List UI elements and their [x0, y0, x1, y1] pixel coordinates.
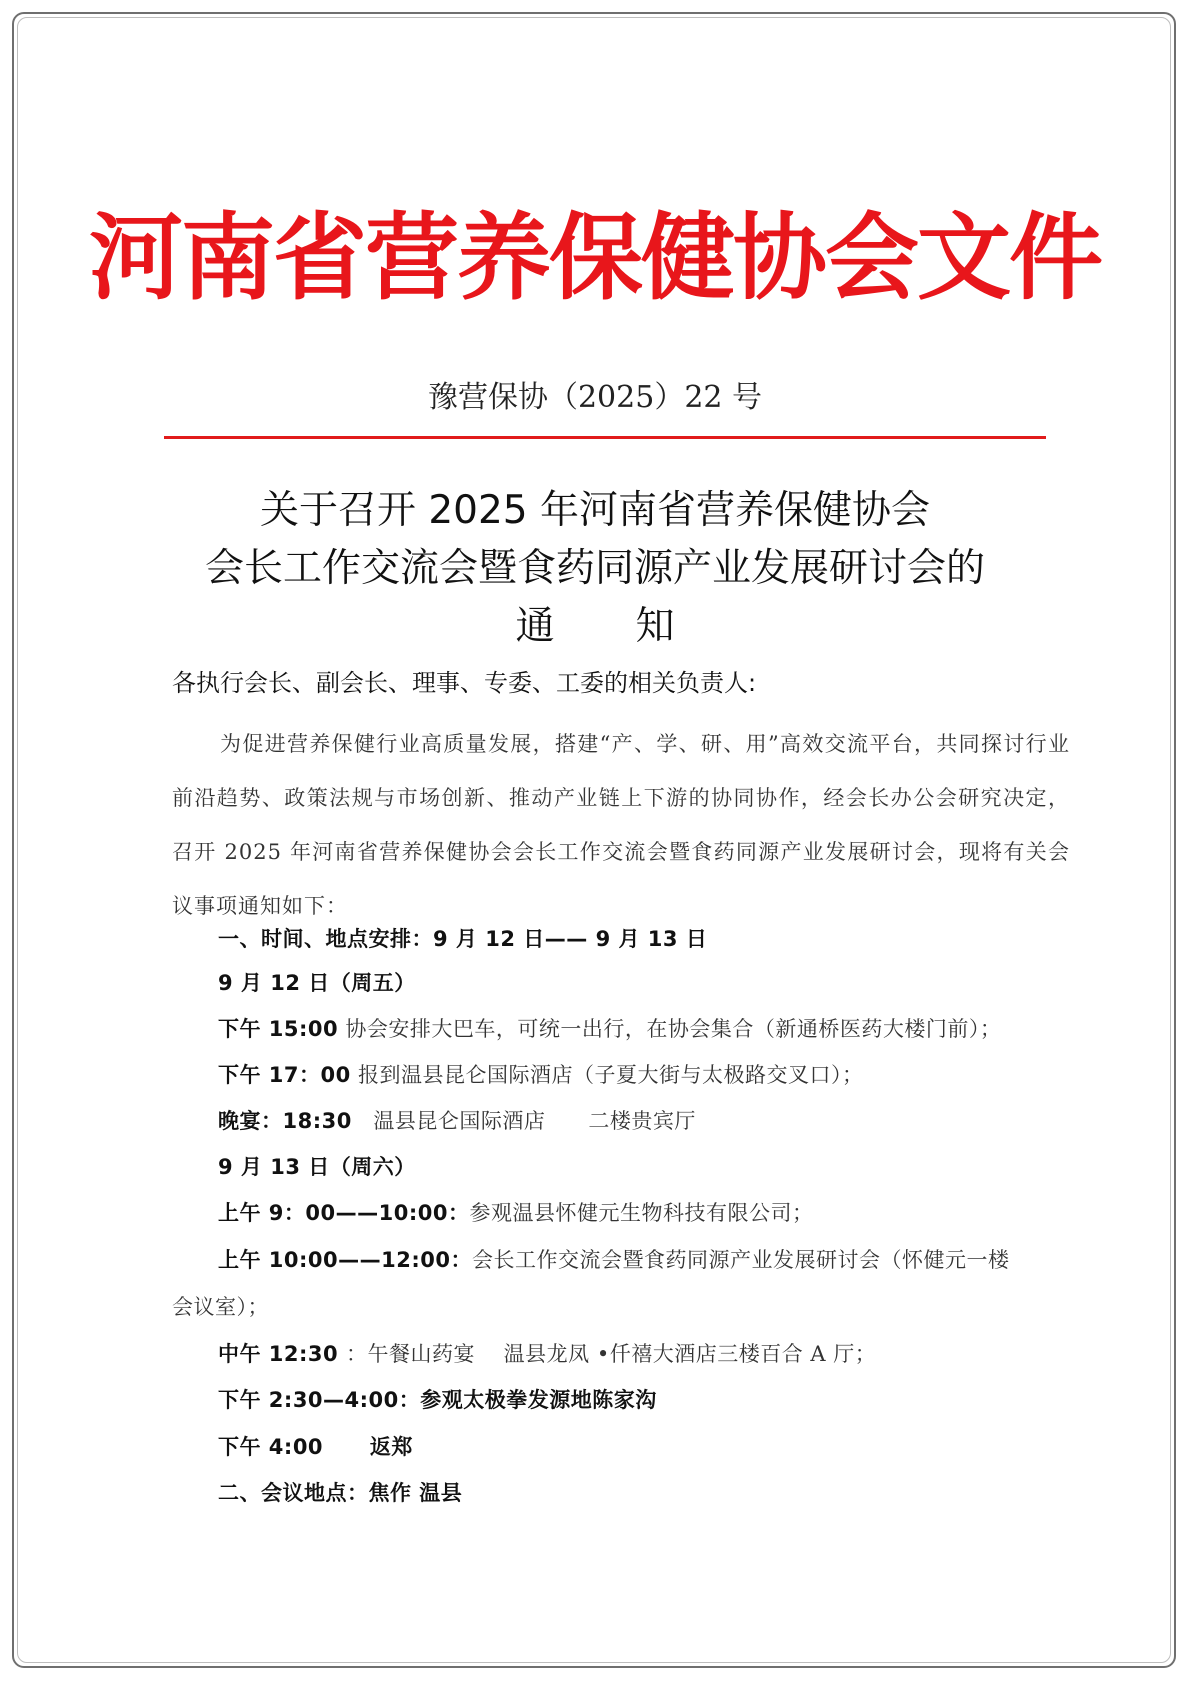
- notice-title-line-2: 会长工作交流会暨食药同源产业发展研讨会的: [204, 546, 985, 591]
- item-text: 返郑: [323, 1435, 413, 1459]
- item-time: 下午 2:30—4:00：参观太极拳发源地陈家沟: [218, 1388, 657, 1412]
- item-time: 下午 4:00: [218, 1435, 324, 1459]
- item-text: ：午餐山药宴 温县龙凤 •仟禧大酒店三楼百合 A 厅；: [345, 1342, 877, 1366]
- day-2-heading-text: 9 月 13 日（周六）: [218, 1155, 416, 1179]
- day-2-item-3: [218, 1337, 876, 1371]
- item-text: 协会安排大巴车，可统一出行，在协会集合（新通桥医药大楼门前）；: [338, 1017, 1002, 1041]
- day-1-heading-text: 9 月 12 日（周五）: [218, 971, 416, 995]
- item-time: 下午 17：00: [218, 1063, 351, 1087]
- notice-title: [0, 482, 1190, 656]
- day-1-item-2: [218, 1058, 863, 1092]
- document-number: 豫营保协（2025）22 号: [427, 380, 763, 415]
- notice-char-1: 通: [515, 604, 555, 649]
- day-2-heading: [218, 1150, 416, 1184]
- day-2-item-4: [218, 1383, 657, 1417]
- item-time: 晚宴：18:30: [218, 1109, 352, 1133]
- item-time: 中午 12:30: [218, 1342, 346, 1366]
- item-text: 温县昆仑国际酒店 二楼贵宾厅: [351, 1109, 696, 1133]
- item-time: 上午 9：00——10:00：: [218, 1201, 470, 1225]
- salutation: 各执行会长、副会长、理事、专委、工委的相关负责人:: [172, 669, 757, 697]
- intro-paragraph: 为促进营养保健行业高质量发展，搭建“产、学、研、用”高效交流平台，共同探讨行业前沿趋势、政策法规与市场创新、推动产业链上下游的协同协作，经会长办公会研究决定，召开 2025 年河南省营养保健协会会长工作交流会暨食药同源产业发展研讨会，现将有关会议事项通知如下：: [172, 732, 1070, 918]
- day-2-item-2: [218, 1243, 1010, 1277]
- day-1-item-1: [218, 1012, 1001, 1046]
- section-2-heading: [218, 1476, 462, 1510]
- item-text: 参观温县怀健元生物科技有限公司；: [469, 1201, 814, 1225]
- day-1-heading: [218, 966, 416, 1000]
- day-1-item-3: [218, 1104, 696, 1138]
- notice-char-2: 知: [635, 604, 675, 649]
- notice-title-line-3: [0, 598, 1190, 656]
- org-document-title: 河南省营养保健协会文件: [88, 203, 1101, 313]
- section-2-heading-text: 二、会议地点：焦作 温县: [218, 1481, 463, 1505]
- item-time: 下午 15:00: [218, 1017, 339, 1041]
- notice-title-line-1: 关于召开 2025 年河南省营养保健协会: [259, 488, 931, 533]
- item-text: 会长工作交流会暨食药同源产业发展研讨会（怀健元一楼: [472, 1248, 1010, 1272]
- item-text: 报到温县昆仑国际酒店（子夏大街与太极路交叉口）；: [350, 1063, 864, 1087]
- item-time: 上午 10:00——12:00：: [218, 1248, 473, 1272]
- section-1-heading: [218, 922, 707, 956]
- day-2-item-2-continued: [172, 1290, 269, 1324]
- red-divider-line: [164, 436, 1046, 439]
- day-2-item-5: [218, 1430, 413, 1464]
- section-1-heading-text: 一、时间、地点安排：9 月 12 日—— 9 月 13 日: [218, 927, 708, 951]
- item-text: 会议室）；: [172, 1295, 269, 1319]
- day-2-item-1: [218, 1196, 814, 1230]
